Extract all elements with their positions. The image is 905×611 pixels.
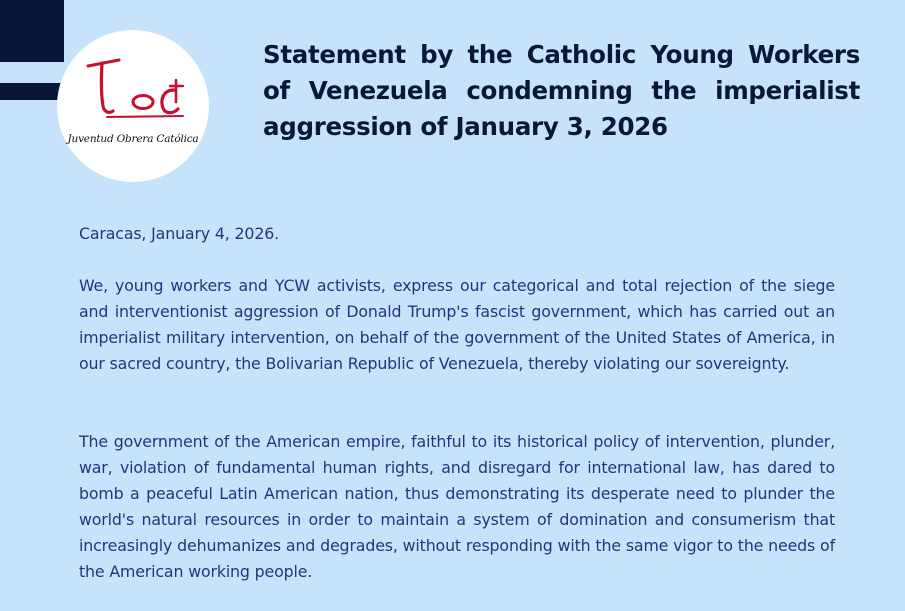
paragraph-empire: The government of the American empire, faithful to its historical policy of intervention, plunder, war, violation of fundamental human rights, and disregard for international law, has dared to bomb a peaceful Latin American nation, thus demonstrating its desperate need to plunder the world's natural resources in order to maintain a system of domination and consumerism that increasingly dehumanizes and degrades, without responding with the same vigor to the needs of the American working people. xyxy=(79,432,835,581)
dateline: Caracas, January 4, 2026. xyxy=(79,224,279,243)
paragraph-rejection: We, young workers and YCW activists, express our categorical and total rejection of the siege and interventionist aggression of Donald Trump's fascist government, which has carried out an imperialist military intervention, on behalf of the government of the United States of America, in our sacred country, the Bolivarian Republic of Venezuela, thereby violating our sovereignty. xyxy=(79,276,835,373)
joc-logo-mark xyxy=(57,30,209,182)
corner-decoration-block xyxy=(0,0,64,62)
joc-logo xyxy=(57,30,209,182)
logo-caption: Juventud Obrera Católica xyxy=(67,133,199,145)
corner-decoration-bar xyxy=(0,83,64,100)
statement-title: Statement by the Catholic Young Workers of Venezuela condemning the imperialist aggression of January 3, 2026 xyxy=(263,40,860,141)
